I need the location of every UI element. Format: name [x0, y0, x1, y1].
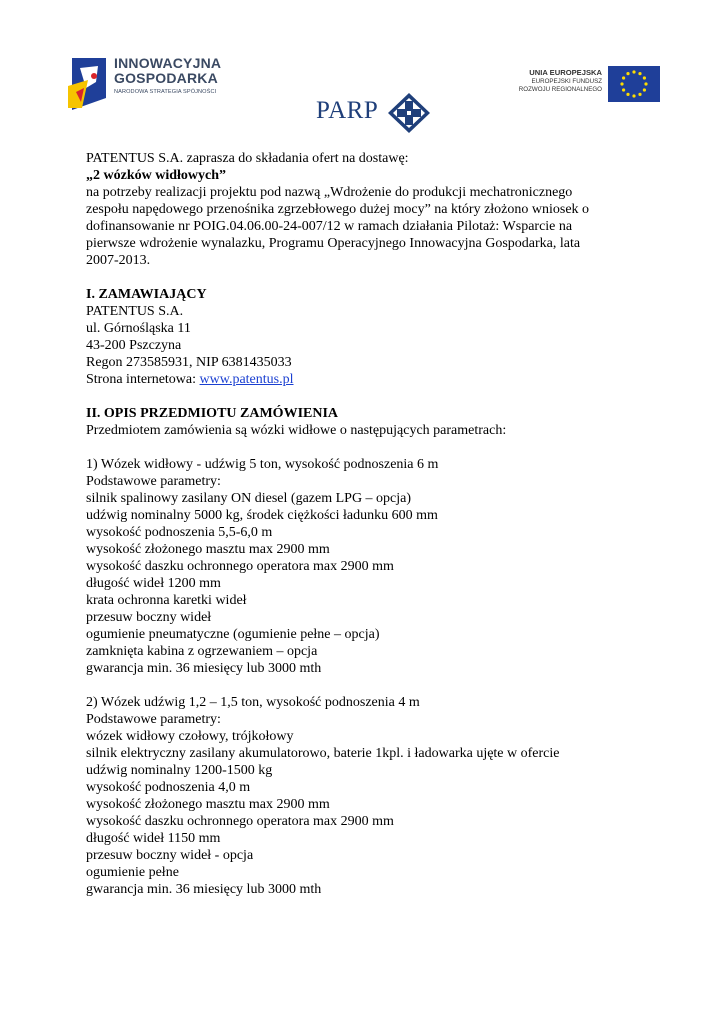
- parp-emblem-icon: [388, 93, 430, 133]
- item1-line: wysokość daszku ochronnego operatora max 2900 mm: [86, 559, 394, 574]
- section-heading-opis: II. OPIS PRZEDMIOTU ZAMÓWIENIA: [86, 406, 339, 421]
- item1-line: wysokość złożonego masztu max 2900 mm: [86, 542, 330, 557]
- item2-title: 2) Wózek udźwig 1,2 – 1,5 ton, wysokość podnoszenia 4 m: [86, 695, 420, 710]
- section-heading-zamawiajacy: I. ZAMAWIAJĄCY: [86, 287, 207, 302]
- parp-logo: [316, 93, 436, 133]
- logo-line-gospodarka: GOSPODARKA: [114, 70, 218, 86]
- item2-line: Podstawowe parametry:: [86, 712, 221, 727]
- item1-line: Podstawowe parametry:: [86, 474, 221, 489]
- item1-line: silnik spalinowy zasilany ON diesel (gazem LPG – opcja): [86, 491, 412, 506]
- contact-line: Regon 273585931, NIP 6381435033: [86, 355, 292, 370]
- item2-line: przesuw boczny wideł - opcja: [86, 848, 254, 863]
- eu-text: [519, 68, 602, 94]
- item2-line: wysokość podnoszenia 4,0 m: [86, 780, 251, 795]
- website-label: Strona internetowa:: [86, 372, 200, 387]
- eu-flag-icon: [608, 66, 660, 102]
- item1-line: ogumienie pneumatyczne (ogumienie pełne – opcja): [86, 627, 380, 642]
- innowacyjna-gospodarka-emblem-icon: [66, 56, 112, 112]
- item1-line: zamknięta kabina z ogrzewaniem – opcja: [86, 644, 318, 659]
- item1-line: gwarancja min. 36 miesięcy lub 3000 mth: [86, 661, 322, 676]
- item2-line: ogumienie pełne: [86, 865, 179, 880]
- intro-body-line: na potrzeby realizacji projektu pod nazwą „Wdrożenie do produkcji mechatronicznego: [86, 185, 573, 200]
- eu-logo: [495, 64, 660, 104]
- parp-text: PARP: [316, 97, 379, 124]
- item2-line: długość wideł 1150 mm: [86, 831, 221, 846]
- item1-line: długość wideł 1200 mm: [86, 576, 221, 591]
- eu-line-unia: UNIA EUROPEJSKA: [529, 68, 602, 77]
- document-body: [86, 150, 646, 898]
- intro-body-line: 2007-2013.: [86, 253, 151, 268]
- intro-line: PATENTUS S.A. zaprasza do składania ofert na dostawę:: [86, 151, 409, 166]
- item1-line: wysokość podnoszenia 5,5-6,0 m: [86, 525, 273, 540]
- intro-body-line: pierwsze wdrożenie wynalazku, Programu Operacyjnego Innowacyjna Gospodarka, lata: [86, 236, 581, 251]
- intro-body-line: dofinansowanie nr POIG.04.06.00-24-007/12 w ramach działania Pilotaż: Wsparcie na: [86, 219, 573, 234]
- item2-line: udźwig nominalny 1200-1500 kg: [86, 763, 273, 778]
- section2-intro: Przedmiotem zamówienia są wózki widłowe o następujących parametrach:: [86, 423, 507, 438]
- logo-line-innowacyjna: INNOWACYJNA: [114, 55, 222, 71]
- innowacyjna-gospodarka-text: [114, 56, 221, 96]
- item1-line: krata ochronna karetki wideł: [86, 593, 247, 608]
- item2-line: gwarancja min. 36 miesięcy lub 3000 mth: [86, 882, 322, 897]
- item1-line: przesuw boczny wideł: [86, 610, 212, 625]
- item1-line: udźwig nominalny 5000 kg, środek ciężkości ładunku 600 mm: [86, 508, 438, 523]
- item2-line: silnik elektryczny zasilany akumulatorowo, baterie 1kpl. i ładowarka ujęte w ofercie: [86, 746, 560, 761]
- contact-line: 43-200 Pszczyna: [86, 338, 182, 353]
- innowacyjna-gospodarka-logo: [66, 56, 246, 112]
- logo-line-strategia: NARODOWA STRATEGIA SPÓJNOŚCI: [114, 89, 217, 95]
- contact-line: ul. Górnośląska 11: [86, 321, 191, 336]
- website-line: [86, 371, 646, 388]
- offer-title: „2 wózków widłowych”: [86, 168, 227, 183]
- item1-title: 1) Wózek widłowy - udźwig 5 ton, wysokość podnoszenia 6 m: [86, 457, 439, 472]
- document-header: [0, 0, 724, 140]
- item2-line: wysokość złożonego masztu max 2900 mm: [86, 797, 330, 812]
- website-link[interactable]: www.patentus.pl: [199, 372, 294, 387]
- contact-line: PATENTUS S.A.: [86, 304, 184, 319]
- item2-line: wózek widłowy czołowy, trójkołowy: [86, 729, 294, 744]
- item2-line: wysokość daszku ochronnego operatora max 2900 mm: [86, 814, 394, 829]
- eu-line-fundusz: EUROPEJSKI FUNDUSZ: [531, 78, 602, 85]
- eu-line-rozwoju: ROZWOJU REGIONALNEGO: [518, 86, 602, 93]
- intro-body-line: zespołu napędowego przenośnika zgrzebłowego dużej mocy” na który złożono wniosek o: [86, 202, 590, 217]
